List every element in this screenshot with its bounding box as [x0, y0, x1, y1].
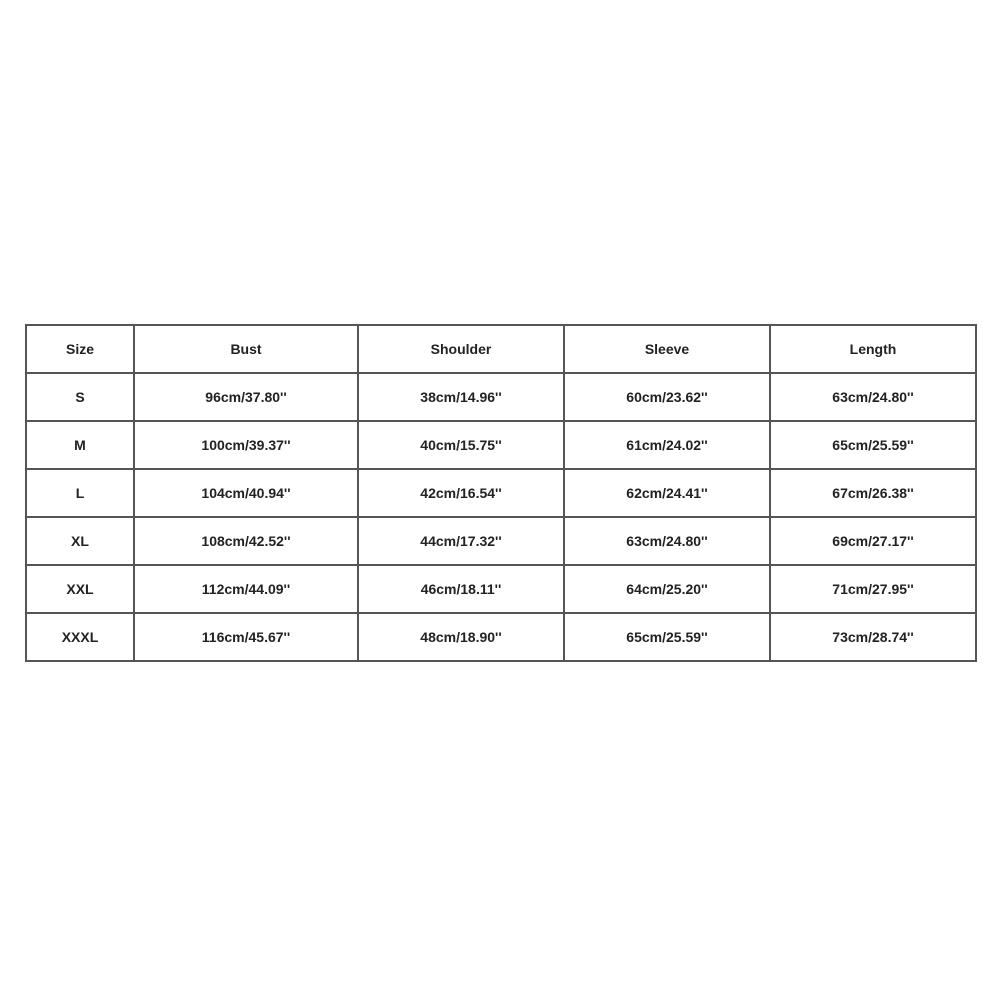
header-size: Size: [27, 326, 135, 374]
sleeve-cell: 62cm/24.41'': [565, 470, 771, 518]
bust-cell: 100cm/39.37'': [135, 422, 359, 470]
length-cell: 71cm/27.95'': [771, 566, 977, 614]
shoulder-cell: 48cm/18.90'': [359, 614, 565, 662]
table-row: [27, 374, 977, 422]
header-shoulder: Shoulder: [359, 326, 565, 374]
length-cell: 65cm/25.59'': [771, 422, 977, 470]
length-cell: 73cm/28.74'': [771, 614, 977, 662]
sleeve-cell: 65cm/25.59'': [565, 614, 771, 662]
header-bust: Bust: [135, 326, 359, 374]
header-row: [27, 326, 977, 374]
size-cell: XXXL: [27, 614, 135, 662]
length-cell: 63cm/24.80'': [771, 374, 977, 422]
bust-cell: 108cm/42.52'': [135, 518, 359, 566]
table-row: [27, 518, 977, 566]
bust-cell: 112cm/44.09'': [135, 566, 359, 614]
size-cell: M: [27, 422, 135, 470]
bust-cell: 116cm/45.67'': [135, 614, 359, 662]
size-chart-table: [25, 324, 977, 662]
size-cell: S: [27, 374, 135, 422]
size-cell: XXL: [27, 566, 135, 614]
header-length: Length: [771, 326, 977, 374]
bust-cell: 96cm/37.80'': [135, 374, 359, 422]
sleeve-cell: 60cm/23.62'': [565, 374, 771, 422]
shoulder-cell: 44cm/17.32'': [359, 518, 565, 566]
table-row: [27, 470, 977, 518]
size-cell: XL: [27, 518, 135, 566]
sleeve-cell: 63cm/24.80'': [565, 518, 771, 566]
bust-cell: 104cm/40.94'': [135, 470, 359, 518]
table-row: [27, 566, 977, 614]
shoulder-cell: 46cm/18.11'': [359, 566, 565, 614]
shoulder-cell: 40cm/15.75'': [359, 422, 565, 470]
sleeve-cell: 64cm/25.20'': [565, 566, 771, 614]
sleeve-cell: 61cm/24.02'': [565, 422, 771, 470]
length-cell: 69cm/27.17'': [771, 518, 977, 566]
size-cell: L: [27, 470, 135, 518]
table-row: [27, 422, 977, 470]
shoulder-cell: 38cm/14.96'': [359, 374, 565, 422]
header-sleeve: Sleeve: [565, 326, 771, 374]
shoulder-cell: 42cm/16.54'': [359, 470, 565, 518]
length-cell: 67cm/26.38'': [771, 470, 977, 518]
table-row: [27, 614, 977, 662]
